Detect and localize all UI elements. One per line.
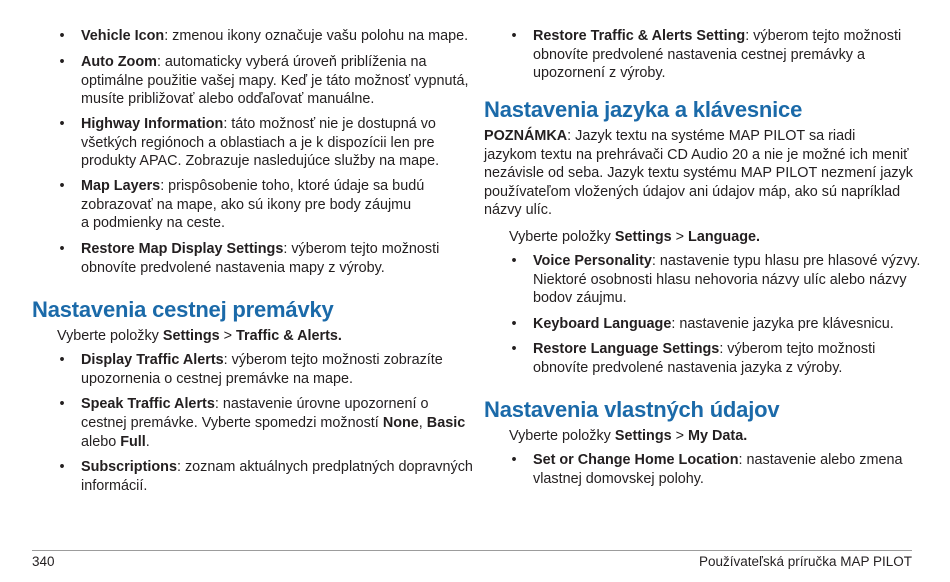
mydata-select-path	[509, 427, 747, 446]
select-path-language: Language.	[688, 229, 761, 245]
manual-title: Používateľská príručka MAP PILOT	[698, 554, 912, 569]
list-item-home-location	[533, 451, 903, 470]
item-text-part: ,	[418, 415, 427, 431]
item-text: : nastavenie typu hlasu pre hlasové výzvy.	[651, 253, 921, 269]
section-heading-traffic: Nastavenia cestnej premávky	[32, 297, 334, 322]
item-text	[81, 433, 150, 452]
item-text: : výberom tejto možnosti	[719, 341, 876, 357]
note-text: používateľom vložených údajov ani údajov máp, ako sú napríklad	[484, 183, 901, 200]
item-text: produkty APAC. Zobrazuje nasledujúce služby na mape.	[81, 153, 440, 169]
note-text: jazykom textu na prehrávači CD Audio 20 a nie je možné ich meniť	[484, 146, 909, 163]
item-text: : zmenou ikony označuje vašu polohu na mape.	[164, 28, 469, 44]
select-path-settings: Settings	[614, 428, 672, 444]
item-term: Display Traffic Alerts	[81, 352, 224, 368]
item-text: : prispôsobenie toho, ktoré údaje sa budú	[160, 178, 425, 194]
page-number: 340	[32, 554, 55, 569]
item-term: Vehicle Icon	[81, 28, 165, 44]
list-item-map-layers	[81, 177, 424, 196]
select-path-settings: Settings	[614, 229, 672, 245]
bullet: •	[59, 241, 65, 257]
footer-divider	[32, 550, 912, 551]
note-label: POZNÁMKA	[484, 128, 568, 144]
item-text: : nastavenie jazyka pre klávesnicu.	[671, 316, 894, 332]
item-text: : výberom tejto možnosti	[745, 28, 902, 44]
bullet: •	[59, 28, 65, 44]
item-term: Subscriptions	[81, 459, 177, 475]
list-item-restore-language	[533, 340, 875, 359]
bullet: •	[59, 178, 65, 194]
item-term: Keyboard Language	[533, 316, 672, 332]
item-term: Map Layers	[81, 178, 161, 194]
item-text: : výberom tejto možnosti zobrazíte	[223, 352, 443, 368]
item-term: Set or Change Home Location	[533, 452, 739, 468]
select-separator: >	[671, 229, 689, 245]
section-heading-my-data: Nastavenia vlastných údajov	[484, 397, 780, 422]
select-separator: >	[671, 428, 689, 444]
item-term: Restore Language Settings	[533, 341, 720, 357]
select-path-settings: Settings	[162, 328, 220, 344]
select-separator: >	[219, 328, 237, 344]
select-path-traffic: Traffic & Alerts.	[236, 328, 342, 344]
item-text: : nastavenie alebo zmena	[738, 452, 903, 468]
item-text: : nastavenie úrovne upozornení o	[214, 396, 429, 412]
item-text: upozornenia o cestnej premávke na mape.	[81, 371, 353, 387]
item-term: Restore Traffic & Alerts Setting	[533, 28, 746, 44]
bullet: •	[511, 341, 517, 357]
item-text: a podmienky na ceste.	[81, 215, 225, 231]
item-term: Restore Map Display Settings	[81, 241, 284, 257]
item-term: Auto Zoom	[81, 54, 157, 70]
item-text: musíte približovať alebo odďaľovať manuálne.	[81, 91, 375, 107]
bullet: •	[511, 28, 517, 44]
item-text: vlastnej domovskej polohy.	[533, 470, 704, 487]
list-item-restore-map-display	[81, 240, 439, 259]
list-item-keyboard-language	[533, 315, 894, 334]
bullet: •	[511, 253, 517, 269]
list-item-highway-information	[81, 115, 436, 134]
list-item-restore-traffic-alerts	[533, 27, 901, 46]
list-item-vehicle-icon	[81, 27, 468, 46]
language-select-path	[509, 228, 760, 247]
item-text: zobrazovať na mape, ako sú ikony pre body záujmu	[81, 196, 412, 213]
note-text: názvy ulíc.	[484, 202, 552, 218]
note-paragraph	[484, 127, 855, 146]
list-item-auto-zoom	[81, 53, 427, 72]
traffic-select-path	[57, 327, 342, 346]
note-text: nezávisle od seba. Jazyk textu systému MAP PILOT nezmení jazyk	[484, 165, 913, 181]
item-term: Speak Traffic Alerts	[81, 396, 215, 412]
section-heading-language: Nastavenia jazyka a klávesnice	[484, 97, 803, 122]
item-text: : automaticky vyberá úroveň priblíženia na	[156, 54, 427, 70]
item-text: všetkých regiónoch a oblastiach a je k dispozícii len pre	[81, 134, 435, 151]
bullet: •	[59, 116, 65, 132]
select-prefix: Vyberte položky	[57, 328, 163, 344]
item-text-part: cestnej premávke. Vyberte spomedzi možností	[81, 415, 383, 431]
item-text	[81, 414, 465, 433]
option-none: None	[382, 415, 419, 431]
item-text: bodov záujmu.	[533, 290, 627, 306]
list-item-speak-traffic-alerts	[81, 395, 428, 414]
bullet: •	[59, 352, 65, 368]
item-text: Niektoré osobnosti hlasu nehovoria názvy ulíc alebo názvy	[533, 271, 907, 288]
item-text: informácií.	[81, 478, 148, 494]
bullet: •	[59, 459, 65, 475]
item-text: obnovíte predvolené nastavenia cestnej premávky a	[533, 46, 865, 63]
item-text: : výberom tejto možnosti	[283, 241, 440, 257]
item-term: Highway Information	[81, 116, 224, 132]
item-text: optimálne použitie vašej mapy. Keď je táto možnosť vypnutá,	[81, 72, 469, 89]
item-text-part: alebo	[81, 433, 121, 450]
note-text: : Jazyk textu na systéme MAP PILOT sa riadi	[567, 128, 856, 144]
bullet: •	[59, 396, 65, 412]
list-item-voice-personality	[533, 252, 920, 271]
option-basic: Basic	[426, 415, 466, 431]
select-path-my-data: My Data.	[688, 428, 748, 444]
item-text: : zoznam aktuálnych predplatných dopravných	[176, 459, 473, 475]
select-prefix: Vyberte položky	[509, 428, 615, 444]
select-prefix: Vyberte položky	[509, 229, 615, 245]
bullet: •	[511, 452, 517, 468]
list-item-display-traffic-alerts	[81, 351, 443, 370]
item-text-part: .	[145, 433, 150, 450]
bullet: •	[511, 316, 517, 332]
list-item-subscriptions	[81, 458, 473, 477]
bullet: •	[59, 54, 65, 70]
item-term: Voice Personality	[533, 253, 652, 269]
item-text: obnovíte predvolené nastavenia jazyka z výroby.	[533, 359, 843, 376]
item-text: upozornení z výroby.	[533, 65, 666, 81]
item-text: obnovíte predvolené nastavenia mapy z výroby.	[81, 259, 385, 276]
item-text: : táto možnosť nie je dostupná vo	[223, 116, 436, 132]
option-full: Full	[120, 433, 146, 450]
